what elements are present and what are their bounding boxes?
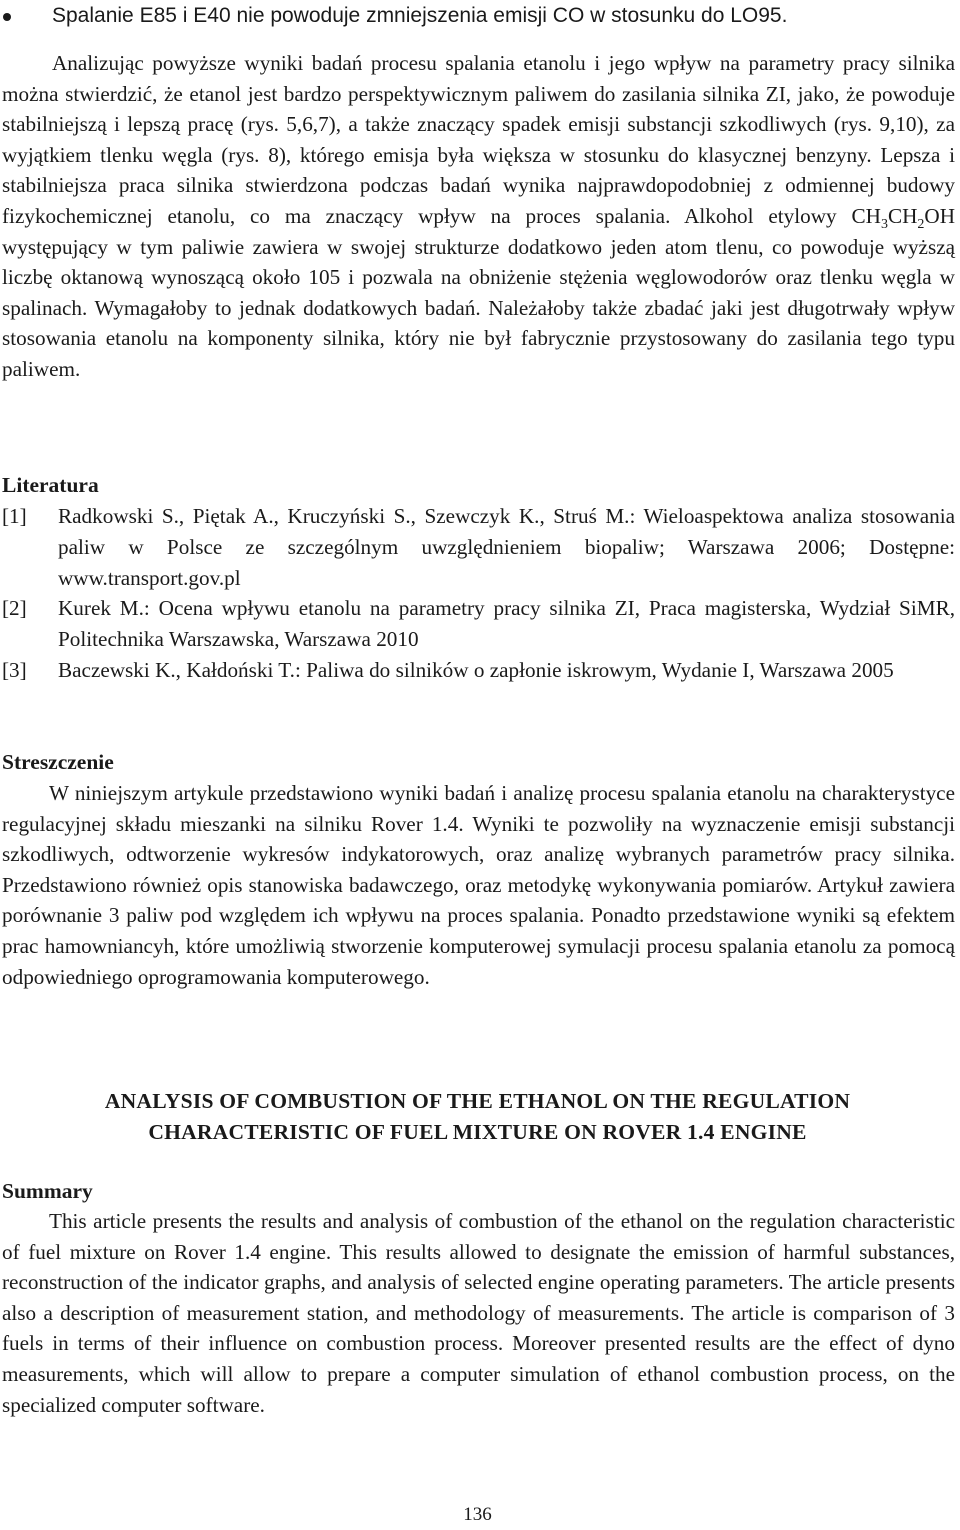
english-title-line2: CHARACTERISTIC OF FUEL MIXTURE ON ROVER 1.4 ENGINE	[148, 1120, 807, 1144]
reference-text: Baczewski K., Kałdoński T.: Paliwa do silników o zapłonie iskrowym, Wydanie I, Warszawa 2005	[58, 657, 894, 682]
summary-paragraph	[2, 1206, 955, 1420]
reference-text: Kurek M.: Ocena wpływu etanolu na parametry pracy silnika ZI, Praca magisterska, Wydział SiMR, Politechnika Warszawska, Warszawa 2010	[58, 596, 955, 652]
page-number: 136	[463, 1504, 492, 1525]
bullet-dot-icon	[3, 13, 11, 21]
subscript-2: 2	[917, 217, 925, 233]
bullet-text: Spalanie E85 i E40 nie powoduje zmniejszenia emisji CO w stosunku do LO95.	[52, 4, 788, 27]
streszczenie-text: W niniejszym artykule przedstawiono wyniki badań i analizę procesu spalania etanolu na charakterystyce regulacyjnej składu mieszanki na silniku Rover 1.4. Wyniki te pozwoliły na wyznaczenie emisji substancji szkodliwych, odtworzenie wykresów indykatorowych, oraz analizę wybranych parametrów pracy silnika. Przedstawiono również opis stanowiska badawczego, oraz metodykę wykonywania pomiarów. Artykuł zawiera porównanie 3 paliw pod względem ich wpływu na proces spalania. Ponadto przedstawione wyniki są efektem prac hamowniancyh, które umożliwią stworzenie komputerowej symulacji procesu spalania etanolu za pomocą odpowiedniego oprogramowania komputerowego.	[2, 781, 955, 989]
literature-heading: Literatura	[2, 473, 99, 497]
subscript-3: 3	[880, 217, 888, 233]
reference-item	[0, 501, 955, 593]
reference-number: [1]	[2, 504, 27, 528]
reference-text: Radkowski S., Piętak A., Kruczyński S., Szewczyk K., Struś M.: Wieloaspektowa analiza stosowania paliw w Polsce ze szczególnym uwzględnieniem biopaliw; Warszawa 2006; Dostępne: www.transport.gov.pl	[58, 504, 955, 590]
conclusion-text-part3: OH występujący w tym paliwie zawiera w swojej strukturze dodatkowo jeden atom tlenu, co powoduje wyższą liczbę oktanową wynoszącą około 105 i pozwala na obniżenie stężenia węglowodorów oraz tlenku węgla w spalinach. Wymagałoby to jednak dodatkowych badań. Należałoby także zbadać jaki jest długotrwały wpływ stosowania etanolu na komponenty silnika, który nie był fabrycznie przystosowany do zasilania tego typu paliwem.	[2, 203, 955, 381]
english-title-line1: ANALYSIS OF COMBUSTION OF THE ETHANOL ON THE REGULATION	[104, 1089, 851, 1113]
conclusion-text-part2: CH	[887, 203, 918, 228]
reference-list	[0, 501, 955, 686]
conclusion-paragraph	[2, 48, 955, 385]
summary-text: This article presents the results and analysis of combustion of the ethanol on the regulation characteristic of fuel mixture on Rover 1.4 engine. This results allowed to designate the emission of harmful substances, reconstruction of the indicator graphs, and analysis of selected engine operating parameters. The article presents also a description of measurement station, and methodology of measurements. The article is comparison of 3 fuels in terms of their influence on combustion process. Moreover presented results are the effect of dyno measurements, which will allow to prepare a computer simulation of ethanol combustion process, on the specialized computer software.	[2, 1209, 955, 1417]
reference-number: [2]	[2, 596, 27, 621]
streszczenie-paragraph	[2, 778, 955, 992]
streszczenie-heading: Streszczenie	[2, 750, 114, 774]
summary-heading: Summary	[2, 1179, 93, 1203]
english-title	[0, 1086, 955, 1148]
reference-item	[0, 593, 955, 655]
reference-item	[0, 655, 955, 686]
conclusion-text-part1: Analizując powyższe wyniki badań procesu spalania etanolu i jego wpływ na parametry pracy silnika można stwierdzić, że etanol jest bardzo perspektywicznym paliwem do zasilania silnika ZI, jako, że powoduje stabilniejszą i lepszą pracę (rys. 5,6,7), a także znaczący spadek emisji substancji szkodliwych (rys. 9,10), za wyjątkiem tlenku węgla (rys. 8), którego emisja była większa w stosunku do klasycznej benzyny. Lepsza i stabilniejsza praca silnika stwierdzona podczas badań wynika najprawdopodobniej z odmiennej budowy fizykochemicznej etanolu, co ma znaczący wpływ na proces spalania. Alkohol etylowy CH	[2, 51, 955, 228]
reference-number: [3]	[2, 657, 27, 682]
